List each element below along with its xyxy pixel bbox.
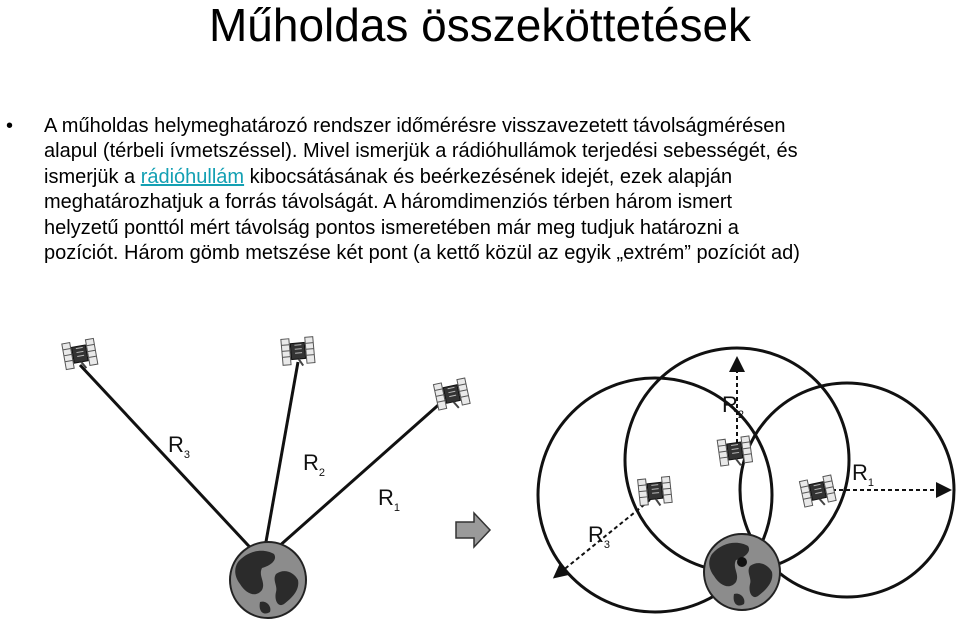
bullet-marker: • [6, 115, 14, 137]
paragraph-line: pozíciót. Három gömb metszése két pont (a kettő közül az egyik „extrém” pozíciót ad) [44, 242, 800, 265]
trilateration-figure [0, 300, 960, 619]
satellite-icon [638, 476, 673, 507]
label-r3: $R_3$ [168, 432, 191, 461]
paragraph-text: kibocsátásának és beérkezésének idejét, ezek alapján [244, 165, 733, 188]
label-r2: $R_2$ [722, 392, 745, 421]
satellite-icon [717, 436, 753, 468]
satellite-icon [433, 378, 470, 412]
intersection-point [737, 557, 747, 567]
left-diagram [62, 337, 471, 618]
slide-title: Műholdas összeköttetések [208, 0, 752, 51]
label-r1: $R_1$ [378, 485, 401, 514]
paragraph-text: ismerjük a [44, 165, 141, 188]
label-r2: $R_2$ [303, 450, 326, 479]
radio-wave-link[interactable]: rádióhullám [140, 165, 245, 188]
paragraph-line: helyzetű ponttól mért távolság pontos ismeretében már meg tudjuk határozni a [44, 216, 739, 239]
earth-globe-icon [230, 542, 306, 618]
label-r3: $R_3$ [588, 522, 611, 551]
label-r1: $R_1$ [852, 460, 875, 489]
earth-globe-icon [704, 534, 780, 610]
right-diagram [538, 348, 954, 612]
paragraph-line [44, 165, 960, 190]
paragraph-line: alapul (térbeli ívmetszéssel). Mivel ismerjük a rádióhullámok terjedési sebességét, és [44, 140, 798, 163]
paragraph-line: meghatározhatjuk a forrás távolságát. A háromdimenziós térben három ismert [44, 191, 733, 214]
paragraph-line: A műholdas helymeghatározó rendszer időmérésre visszavezetett távolságmérésen [44, 115, 786, 137]
satellite-icon [799, 475, 836, 509]
body-paragraph [44, 114, 960, 266]
arrow-right-icon [456, 513, 490, 547]
